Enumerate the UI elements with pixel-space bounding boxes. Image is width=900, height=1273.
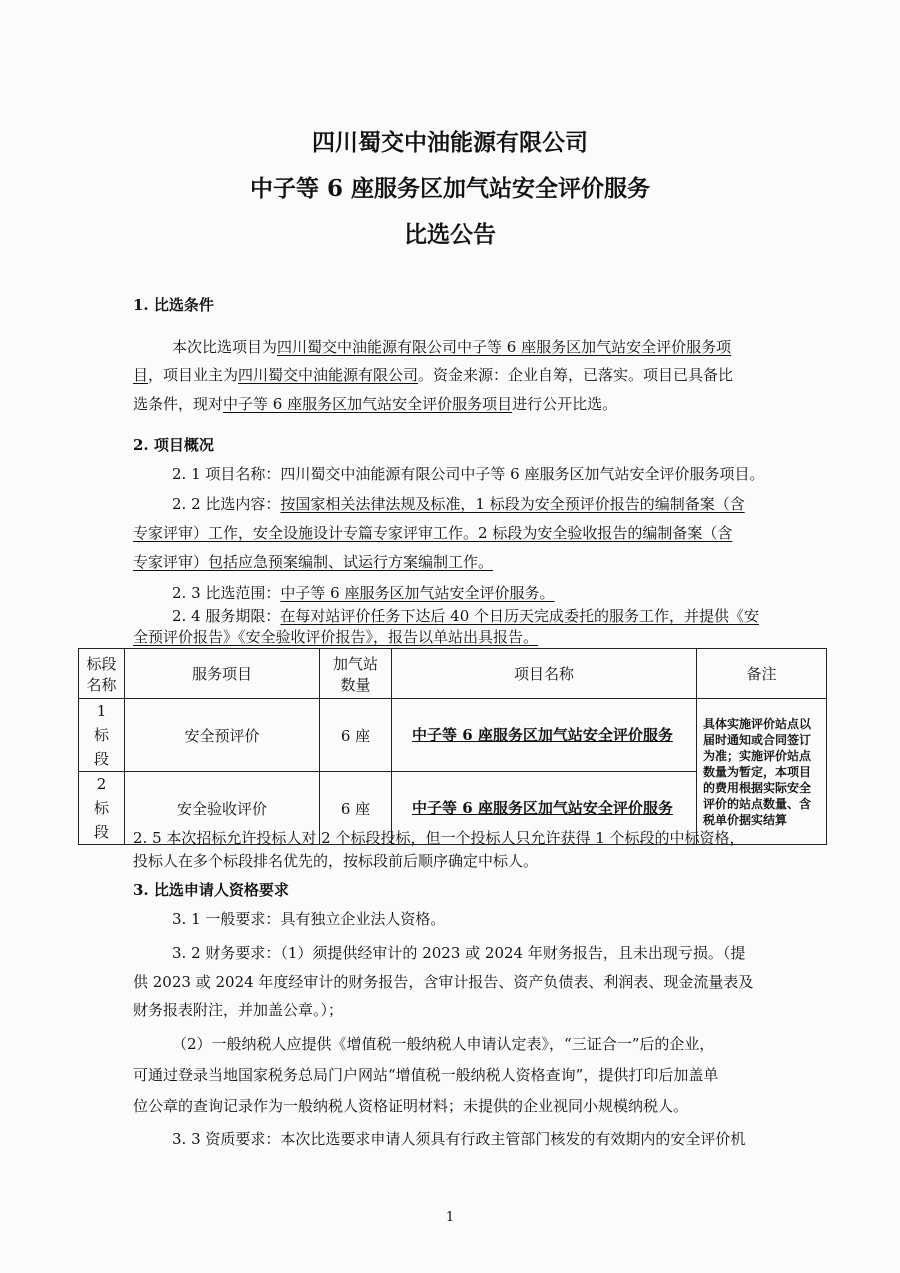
table-header-row bbox=[79, 649, 827, 699]
item-2-2-line-3: 专家评审）包括应急预案编制、试运行方案编制工作。 bbox=[133, 553, 494, 571]
item-2-5-line-2: 投标人在多个标段排名优先的，按标段前后顺序确定中标人。 bbox=[133, 852, 539, 870]
item-3-2b-line-2: 可通过登录当地国家税务总局门户网站“增值税一般纳税人资格查询”，提供打印后加盖单 bbox=[133, 1066, 719, 1084]
header-section: 标段名称 bbox=[79, 649, 125, 699]
bid-section-table bbox=[78, 648, 827, 845]
item-3-2b-line-1: （2）一般纳税人应提供《增值税一般纳税人申请认定表》，“三证合一”后的企业， bbox=[172, 1035, 715, 1053]
cell-service: 安全验收评价 bbox=[125, 772, 320, 845]
cell-project: 中子等 6 座服务区加气站安全评价服务 bbox=[392, 772, 697, 845]
cell-quantity: 6 座 bbox=[320, 699, 392, 772]
item-2-2-line-2: 专家评审）工作，安全设施设计专篇专家评审工作。2 标段为安全验收报告的编制备案（含 bbox=[133, 524, 733, 542]
table-row bbox=[79, 699, 827, 772]
doc-title-project: 中子等 6 座服务区加气站安全评价服务 bbox=[249, 175, 651, 202]
cell-project: 中子等 6 座服务区加气站安全评价服务 bbox=[392, 699, 697, 772]
item-2-1: 2. 1 项目名称：四川蜀交中油能源有限公司中子等 6 座服务区加气站安全评价服务项目。 bbox=[172, 465, 765, 483]
cell-service: 安全预评价 bbox=[125, 699, 320, 772]
item-3-2b-line-3: 位公章的查询记录作为一般纳税人资格证明材料；未提供的企业视同小规模纳税人。 bbox=[133, 1097, 689, 1115]
cell-quantity: 6 座 bbox=[320, 772, 392, 845]
cell-section: 2 标段 bbox=[79, 772, 125, 845]
item-2-4-line-2: 全预评价报告》《安全验收评价报告》，报告以单站出具报告。 bbox=[133, 628, 539, 646]
item-2-5-line-1: 2. 5 本次招标允许投标人对 2 个标段投标，但一个投标人只允许获得 1 个标段的中标资格， bbox=[133, 829, 745, 847]
item-3-2-line-2: 供 2023 或 2024 年度经审计的财务报告，含审计报告、资产负债表、利润表、现金流量表及 bbox=[133, 973, 754, 991]
item-2-4-line-1: 2. 4 服务期限：在每对站评价任务下达后 40 个日历天完成委托的服务工作，并提供《安 bbox=[172, 607, 760, 625]
item-3-3: 3. 3 资质要求：本次比选要求申请人须具有行政主管部门核发的有效期内的安全评价机 bbox=[172, 1130, 746, 1148]
header-note: 备注 bbox=[697, 649, 827, 699]
header-project: 项目名称 bbox=[392, 649, 697, 699]
cell-note: 具体实施评价站点以届时通知或合同签订为准；实施评价站点数量为暂定，本项目的费用根据实际安全评价的站点数量、含税单价据实结算 bbox=[697, 699, 827, 845]
item-3-1: 3. 1 一般要求：具有独立企业法人资格。 bbox=[172, 910, 446, 928]
doc-title-company: 四川蜀交中油能源有限公司 bbox=[312, 129, 588, 156]
section-1-line-3: 选条件，现对中子等 6 座服务区加气站安全评价服务项目进行公开比选。 bbox=[133, 395, 618, 413]
header-quantity: 加气站数量 bbox=[320, 649, 392, 699]
doc-title-notice: 比选公告 bbox=[404, 221, 496, 248]
item-3-2-line-1: 3. 2 财务要求：（1）须提供经审计的 2023 或 2024 年财务报告，且未出现亏损。（提 bbox=[172, 944, 746, 962]
section-1-line-1: 本次比选项目为四川蜀交中油能源有限公司中子等 6 座服务区加气站安全评价服务项 bbox=[172, 338, 732, 356]
item-2-3: 2. 3 比选范围：中子等 6 座服务区加气站安全评价服务。 bbox=[172, 584, 555, 602]
cell-section: 1 标段 bbox=[79, 699, 125, 772]
section-1-heading: 1. 比选条件 bbox=[133, 296, 214, 314]
item-2-2-line-1: 2. 2 比选内容：按国家相关法律法规及标准，1 标段为安全预评价报告的编制备案（含 bbox=[172, 495, 745, 513]
item-3-2-line-3: 财务报表附注，并加盖公章。）； bbox=[133, 1001, 344, 1019]
section-2-heading: 2. 项目概况 bbox=[133, 436, 214, 454]
page-number: 1 bbox=[445, 1210, 455, 1225]
section-1-line-2: 目，项目业主为四川蜀交中油能源有限公司。资金来源：企业自筹，已落实。项目已具备比 bbox=[133, 366, 734, 384]
header-service: 服务项目 bbox=[125, 649, 320, 699]
section-3-heading: 3. 比选申请人资格要求 bbox=[133, 881, 289, 899]
